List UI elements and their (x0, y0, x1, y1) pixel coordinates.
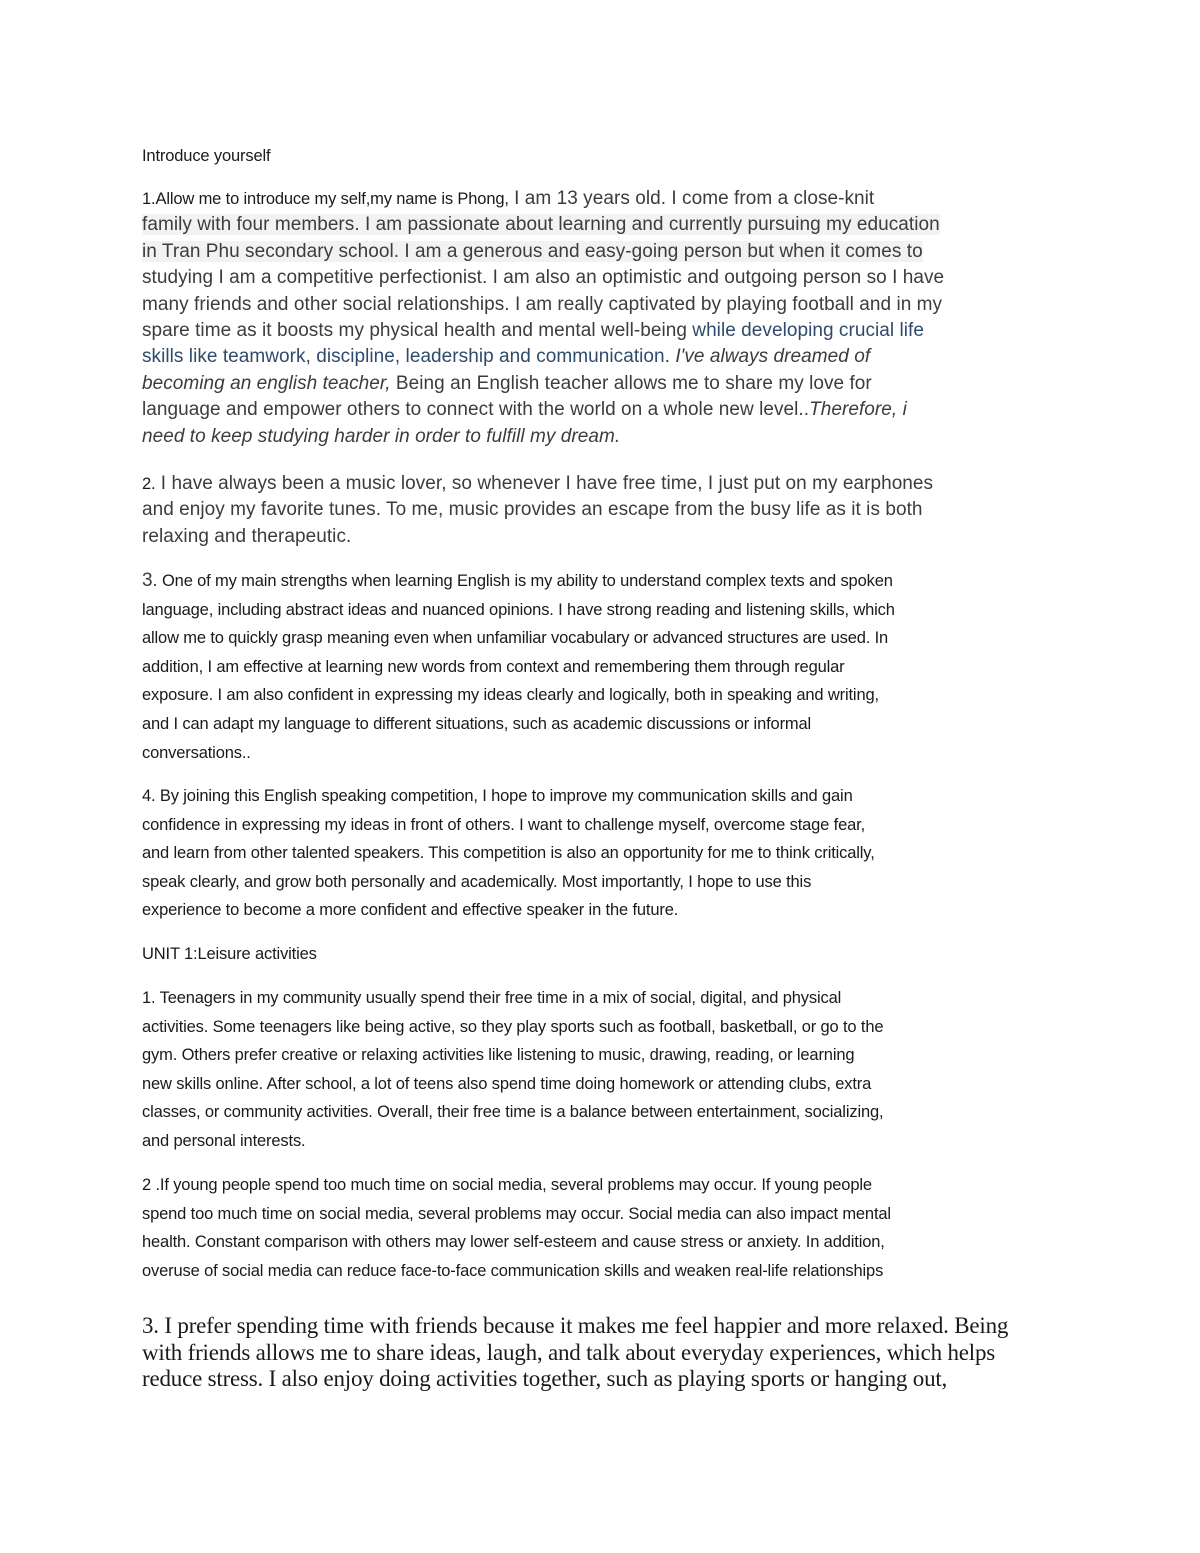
intro-p3-line-5: exposure. I am also confident in expressing my ideas clearly and logically, both in speaking and writing, (142, 686, 879, 705)
intro-p4-line-4: speak clearly, and grow both personally and academically. Most importantly, I hope to use this (142, 872, 812, 891)
intro-p3-line-3: allow me to quickly grasp meaning even when unfamiliar vocabulary or advanced structures are used. In (142, 629, 889, 648)
unit1-p1-line-3: gym. Others prefer creative or relaxing activities like listening to music, drawing, reading, or learning (142, 1046, 855, 1065)
intro-p4-line-5: experience to become a more confident and effective speaker in the future. (142, 901, 679, 920)
intro-paragraph-3 (142, 567, 1067, 767)
intro-p1-line-5: many friends and other social relationships. I am really captivated by playing football and in my (142, 293, 943, 315)
intro-p3-line-6: and I can adapt my language to different situations, such as academic discussions or informal (142, 714, 812, 733)
intro-p1-line-6b: while developing crucial life (686, 320, 924, 342)
intro-p1-line-6a: spare time as it boosts my physical health and mental well-being (142, 320, 687, 342)
heading-introduce-yourself: Introduce yourself (142, 147, 271, 165)
intro-p3-line-2: language, including abstract ideas and nuanced opinions. I have strong reading and listening skills, which (142, 600, 895, 619)
intro-p1-line-4: studying I am a competitive perfectionist. I am also an optimistic and outgoing person so I have (142, 267, 945, 289)
unit1-paragraph-1 (142, 984, 1067, 1156)
intro-p4-line-3: and learn from other talented speakers. This competition is also an opportunity for me to think critically, (142, 844, 875, 863)
unit1-paragraph-3 (142, 1313, 1067, 1393)
intro-p1-line-8a: becoming an english teacher, (142, 372, 391, 394)
heading-unit-1: UNIT 1:Leisure activities (142, 945, 317, 963)
intro-p1-line-9a: language and empower others to connect with the world on a whole new level.. (142, 399, 810, 421)
intro-p2-line-2: and enjoy my favorite tunes. To me, music provides an escape from the busy life as it is both (142, 499, 923, 521)
intro-p1-line-7a: skills like teamwork, discipline, leadership and communication (142, 346, 665, 368)
intro-p1-line-8b: Being an English teacher allows me to share my love for (390, 372, 872, 394)
unit1-p2-line-4: overuse of social media can reduce face-to-face communication skills and weaken real-life relationships (142, 1261, 884, 1280)
intro-p2-line-3: relaxing and therapeutic. (142, 525, 352, 547)
unit1-p1-line-2: activities. Some teenagers like being active, so they play sports such as football, basketball, or go to the (142, 1017, 884, 1036)
unit1-p2-line-3: health. Constant comparison with others may lower self-esteem and cause stress or anxiety. In addition, (142, 1233, 885, 1252)
intro-paragraph-4 (142, 782, 1067, 925)
intro-p4-line-1: 4. By joining this English speaking competition, I hope to improve my communication skills and gain (142, 787, 853, 805)
intro-paragraph-1 (142, 186, 1067, 450)
intro-p1-line-7b: . (664, 346, 676, 368)
intro-p1-line-3: in Tran Phu secondary school. I am a generous and easy-going person but when it comes to (142, 240, 923, 262)
unit1-p2-line-2: spend too much time on social media, several problems may occur. Social media can also impact mental (142, 1204, 891, 1223)
unit1-p1-line-1: 1. Teenagers in my community usually spend their free time in a mix of social, digital, and physical (142, 989, 842, 1007)
unit1-paragraph-2 (142, 1171, 1067, 1285)
intro-p1-line-2: family with four members. I am passionate about learning and currently pursuing my education (142, 214, 940, 236)
intro-p3-line-4: addition, I am effective at learning new words from context and remembering them through regular (142, 657, 845, 676)
intro-p1-lead: 1.Allow me to introduce my self,my name is Phong, (142, 190, 509, 208)
unit1-p1-line-5: classes, or community activities. Overall, their free time is a balance between entertainment, socializing, (142, 1103, 884, 1122)
unit1-p1-line-6: and personal interests. (142, 1131, 306, 1150)
unit1-p1-line-4: new skills online. After school, a lot of teens also spend time doing homework or attending clubs, extra (142, 1074, 872, 1093)
unit1-p3-line-3: reduce stress. I also enjoy doing activities together, such as playing sports or hanging out, (142, 1366, 948, 1392)
unit1-p2-line-1: 2 .If young people spend too much time on social media, several problems may occur. If young people (142, 1176, 872, 1194)
intro-p1-line-7c: I've always dreamed of (675, 346, 871, 368)
intro-p4-line-2: confidence in expressing my ideas in front of others. I want to challenge myself, overcome stage fear, (142, 815, 866, 834)
intro-p1-line-9b: Therefore, i (809, 399, 907, 421)
intro-p1-line-10: need to keep studying harder in order to fulfill my dream. (142, 425, 621, 447)
unit1-p3-line-1: 3. I prefer spending time with friends because it makes me feel happier and more relaxed. Being (142, 1313, 1009, 1338)
unit1-p3-line-2: with friends allows me to share ideas, laugh, and talk about everyday experiences, which helps (142, 1339, 996, 1365)
intro-p3-line-7: conversations.. (142, 743, 251, 762)
intro-p3-line-1: One of my main strengths when learning English is my ability to understand complex texts and spoken (157, 572, 893, 590)
intro-p1-line-1: I am 13 years old. I come from a close-knit (508, 188, 875, 209)
intro-p2-lead: 2. (142, 475, 156, 493)
intro-p2-line-1: I have always been a music lover, so whenever I have free time, I just put on my earphones (155, 473, 934, 494)
intro-paragraph-2 (142, 471, 1067, 550)
intro-p3-lead: 3. (142, 570, 158, 591)
